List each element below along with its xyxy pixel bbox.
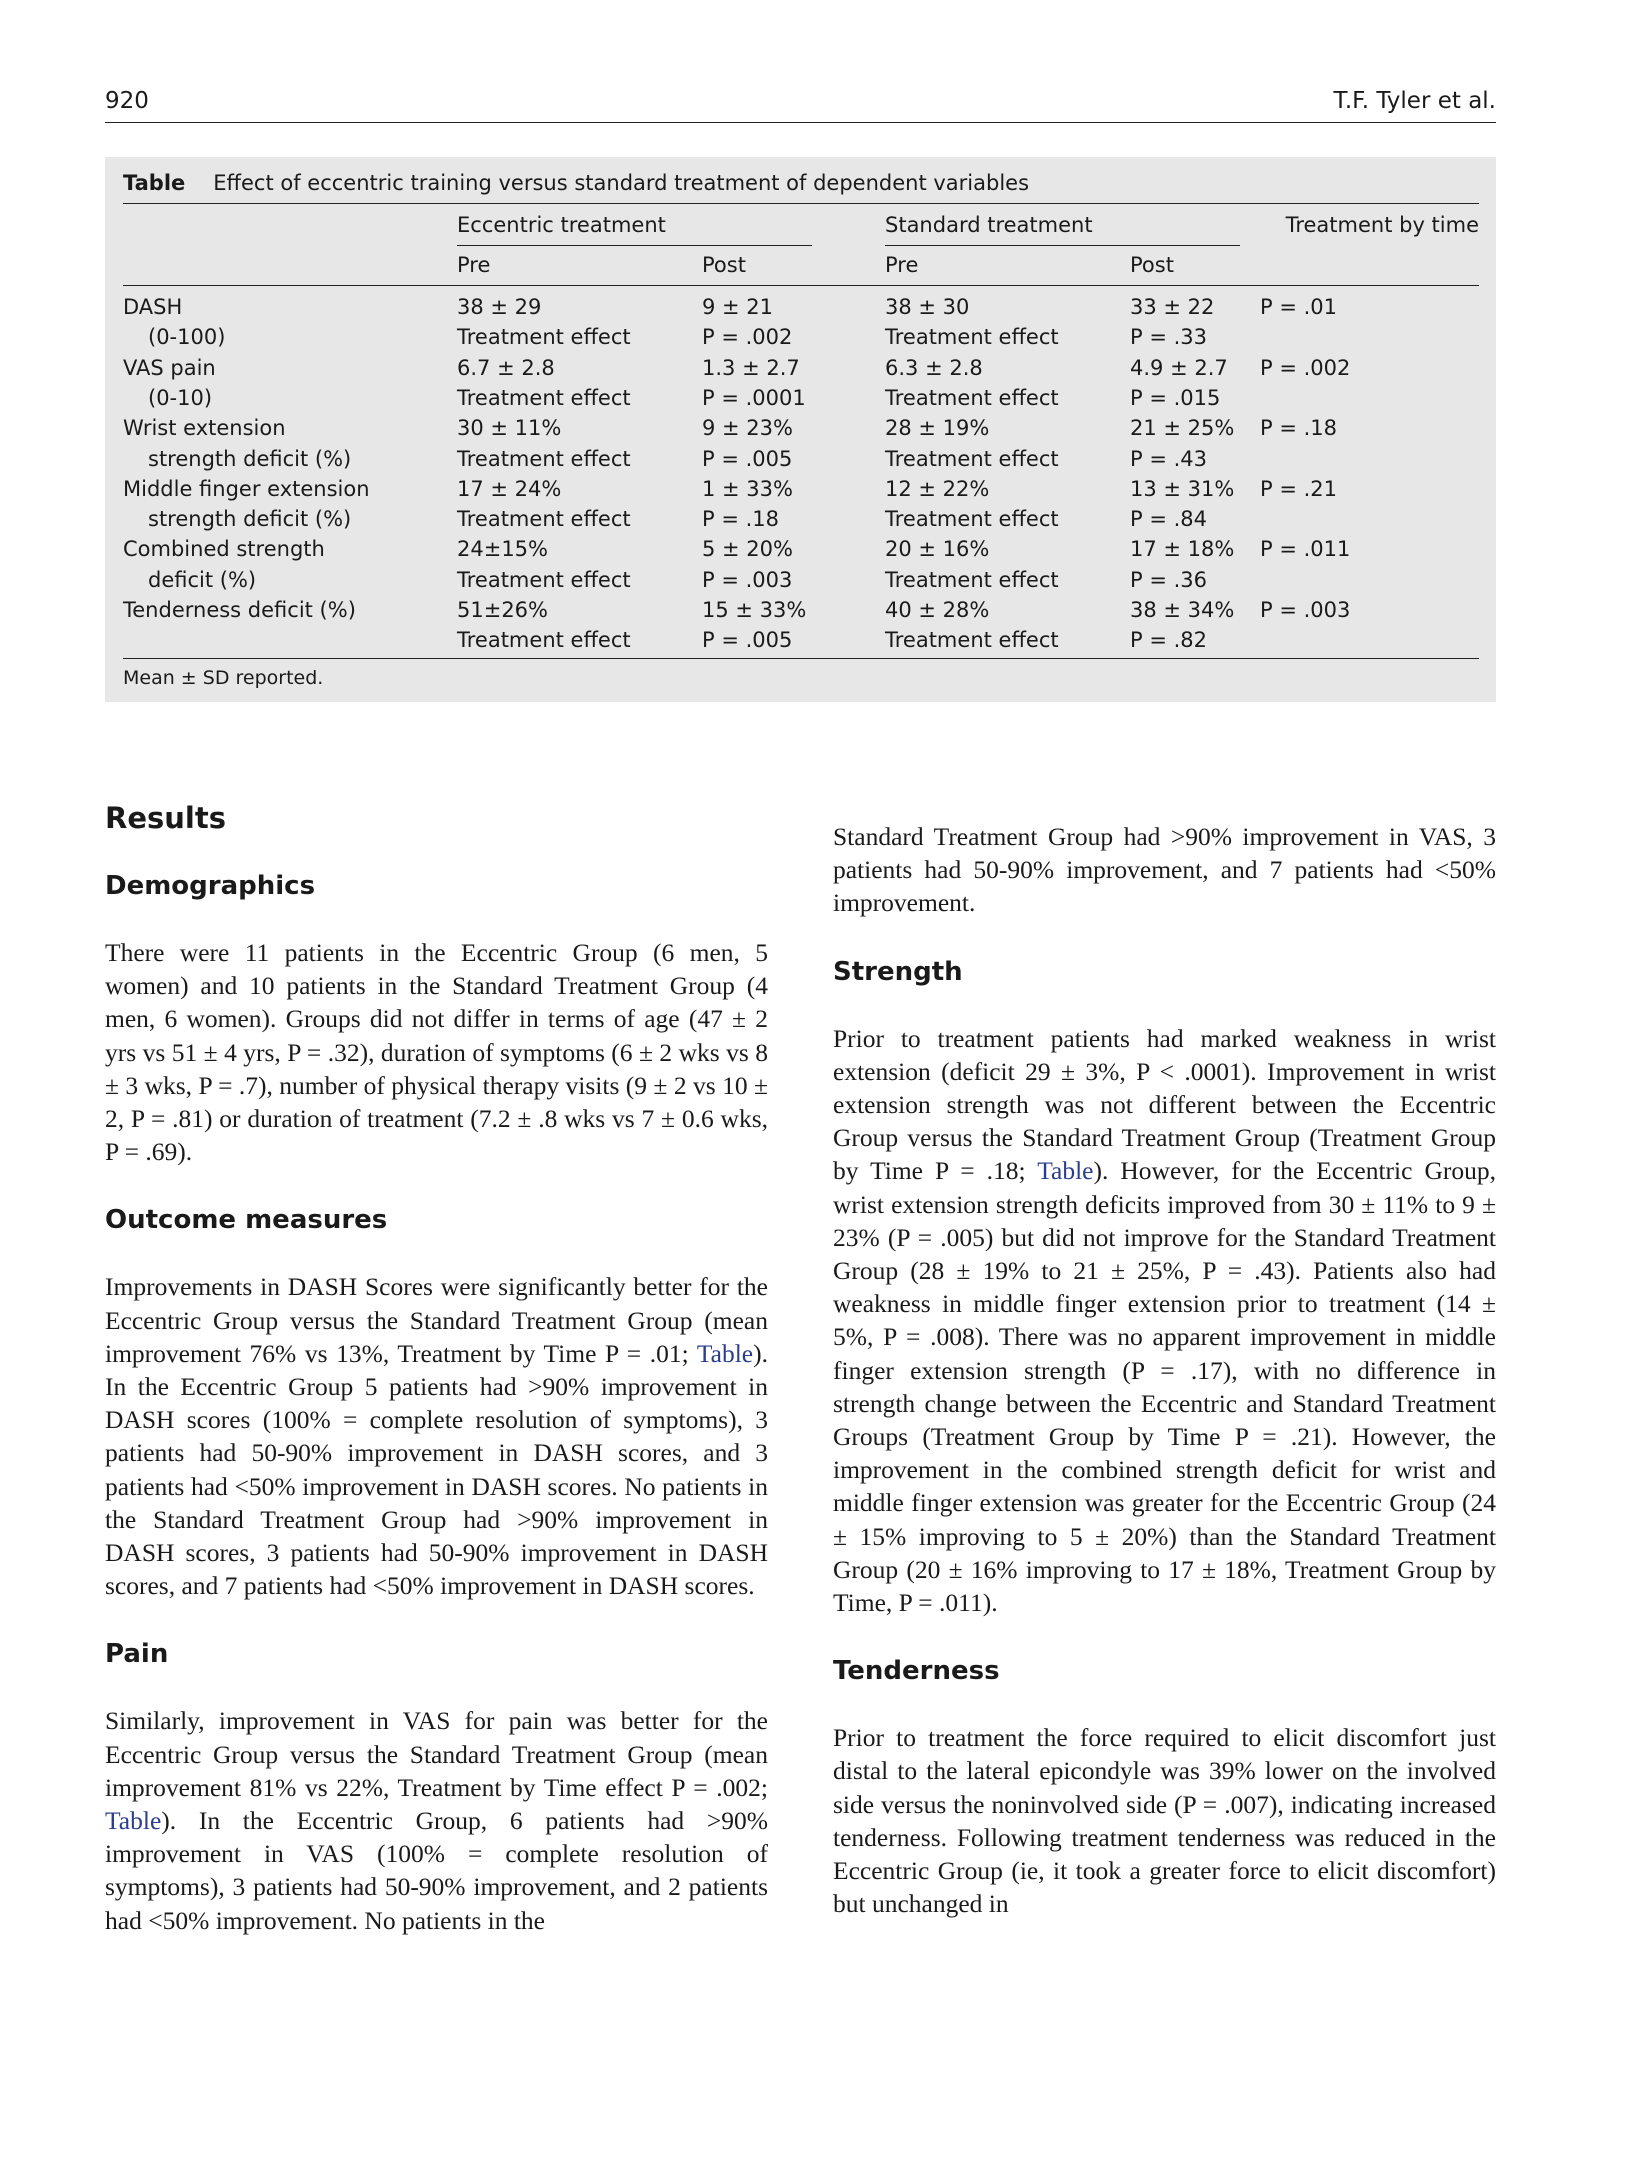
table-cell-eccentric-post: 9 ± 23% [702, 416, 793, 441]
table-cell-standard-pre: 28 ± 19% [885, 416, 990, 441]
table-cell-eccentric-pre: 38 ± 29 [457, 295, 542, 319]
table-cell-standard-post: 4.9 ± 2.7 [1130, 355, 1228, 380]
table-cell-standard-post: P = .015 [1130, 385, 1221, 410]
left-column [105, 800, 768, 1937]
table-cell-standard-pre: Treatment effect [885, 567, 1059, 592]
table-cell-eccentric-pre: 6.7 ± 2.8 [457, 355, 555, 380]
table-cell-standard-pre: 6.3 ± 2.8 [885, 355, 983, 380]
eccentric-group-rule [457, 245, 812, 246]
table-cell-standard-post: P = .43 [1130, 446, 1208, 471]
table-cell-treatment-by-time: P = .21 [1260, 476, 1338, 501]
table-cell-variable: Middle finger extension [123, 476, 370, 501]
table-cell-variable: DASH [123, 295, 183, 319]
pain-paragraph [105, 1704, 768, 1936]
running-head [105, 88, 1496, 123]
strength-text-part-1: Prior to treatment patients had marked weakness in wrist extension (deficit 29 ± 3%, P < .0001). Improvement in wrist extension strength was not different between the Eccentric Group versus the Standard Treatment Group (Treatment Group by Time P = .18; [833, 1023, 1496, 1186]
table-cell-eccentric-post: P = .18 [702, 507, 780, 532]
table-cell-eccentric-post: 5 ± 20% [702, 537, 793, 562]
strength-paragraph [833, 1022, 1496, 1620]
table-cell-eccentric-post: 1 ± 33% [702, 476, 793, 501]
pain-text-part-1: Similarly, improvement in VAS for pain was better for the Eccentric Group versus the Standard Treatment Group (mean improvement 81% vs 22%, Treatment by Time effect P = .002; [105, 1706, 768, 1802]
table-cell-standard-pre: 40 ± 28% [885, 598, 990, 622]
table-cell-eccentric-pre: 30 ± 11% [457, 416, 562, 441]
table-cell-eccentric-post: 9 ± 21 [702, 295, 774, 319]
table-cell-eccentric-pre: Treatment effect [457, 567, 631, 592]
subheader-standard-pre: Pre [885, 253, 919, 277]
table-cell-eccentric-pre: 24±15% [457, 537, 548, 562]
standard-group-rule [885, 245, 1240, 246]
table-cell-variable: strength deficit (%) [148, 507, 352, 532]
table-cell-variable: (0-100) [148, 325, 226, 350]
table-cell-standard-post: P = .82 [1130, 628, 1208, 653]
table-link[interactable]: Table [696, 1338, 754, 1368]
table-cell-standard-post: 17 ± 18% [1130, 537, 1235, 562]
table-cell-eccentric-pre: Treatment effect [457, 385, 631, 410]
table-cell-variable: Combined strength [123, 537, 325, 562]
table-link[interactable]: Table [105, 1806, 162, 1836]
table-cell-standard-post: P = .36 [1130, 567, 1208, 592]
tenderness-paragraph: Prior to treatment the force required to elicit discomfort just distal to the lateral epicondyle was 39% lower on the involved side versus the noninvolved side (P = .007), indicating increased tenderness. Following treatment tenderness was reduced in the Eccentric Group (ie, it took a greater force to elicit discomfort) but unchanged in [833, 1723, 1496, 1919]
outcome-text-part-1: Improvements in DASH Scores were significantly better for the Eccentric Group versus the Standard Treatment Group (mean improvement 76% vs 13%, Treatment by Time P = .01; [105, 1272, 768, 1368]
table-cell-eccentric-pre: Treatment effect [457, 507, 631, 532]
table-header-rule [123, 285, 1479, 286]
table-cell-variable: Tenderness deficit (%) [123, 598, 356, 622]
pain-heading: Pain [105, 1639, 169, 1670]
table-cell-eccentric-post: 15 ± 33% [702, 598, 807, 622]
right-column [833, 820, 1496, 1920]
table-cell-variable: (0-10) [148, 385, 213, 410]
pain-continued-paragraph: Standard Treatment Group had >90% improvement in VAS, 3 patients had 50-90% improvement, and 7 patients had <50% improvement. [833, 822, 1496, 918]
results-table [105, 157, 1496, 702]
table-cell-standard-post: P = .33 [1130, 325, 1208, 350]
table-cell-variable: deficit (%) [148, 567, 257, 592]
table-cell-standard-pre: Treatment effect [885, 385, 1059, 410]
table-cell-variable: strength deficit (%) [148, 446, 352, 471]
table-cell-eccentric-pre: 17 ± 24% [457, 476, 562, 501]
table-cell-eccentric-pre: 51±26% [457, 598, 548, 622]
table-cell-standard-post: P = .84 [1130, 507, 1208, 532]
group-header-standard: Standard treatment [885, 213, 1093, 237]
table-cell-standard-pre: 12 ± 22% [885, 476, 990, 501]
table-cell-variable: Wrist extension [123, 416, 286, 441]
pain-text-part-2: ). In the Eccentric Group, 6 patients had >90% improvement in VAS (100% = complete resolution of symptoms), 3 patients had 50-90% improvement, and 2 patients had <50% improvement. No patients in the [105, 1806, 768, 1935]
table-caption-text: Effect of eccentric training versus standard treatment of dependent variables [213, 171, 1030, 195]
table-cell-treatment-by-time: P = .18 [1260, 416, 1338, 441]
table-cell-eccentric-pre: Treatment effect [457, 446, 631, 471]
table-cell-variable: VAS pain [123, 355, 216, 380]
subheader-eccentric-pre: Pre [457, 253, 491, 277]
table-cell-standard-post: 38 ± 34% [1130, 598, 1235, 622]
running-head-authors: T.F. Tyler et al. [1333, 88, 1496, 114]
subheader-eccentric-post: Post [702, 253, 746, 277]
table-cell-standard-pre: Treatment effect [885, 325, 1059, 350]
table-footnote: Mean ± SD reported. [123, 667, 324, 689]
table-cell-standard-post: 33 ± 22 [1130, 295, 1215, 319]
table-cell-standard-post: 13 ± 31% [1130, 476, 1235, 501]
table-cell-eccentric-post: P = .002 [702, 325, 793, 350]
table-cell-treatment-by-time: P = .01 [1260, 295, 1338, 319]
table-cell-eccentric-post: P = .0001 [702, 385, 806, 410]
table-cell-standard-pre: Treatment effect [885, 446, 1059, 471]
table-cell-standard-pre: 20 ± 16% [885, 537, 990, 562]
strength-heading: Strength [833, 956, 963, 987]
table-cell-eccentric-post: P = .005 [702, 628, 793, 653]
table-cell-treatment-by-time: P = .002 [1260, 355, 1351, 380]
table-top-rule [123, 203, 1479, 204]
table-caption [123, 171, 1029, 195]
results-heading: Results [105, 801, 226, 835]
table-cell-standard-post: 21 ± 25% [1130, 416, 1235, 441]
table-cell-treatment-by-time: P = .011 [1260, 537, 1351, 562]
outcome-measures-heading: Outcome measures [105, 1205, 388, 1236]
table-cell-eccentric-pre: Treatment effect [457, 325, 631, 350]
table-cell-standard-pre: Treatment effect [885, 628, 1059, 653]
table-bottom-rule [123, 658, 1479, 659]
tenderness-heading: Tenderness [833, 1656, 1000, 1687]
table-link[interactable]: Table [1037, 1156, 1094, 1186]
demographics-heading: Demographics [105, 871, 316, 901]
table-cell-eccentric-post: P = .005 [702, 446, 793, 471]
table-cell-standard-pre: 38 ± 30 [885, 295, 970, 319]
table-label: Table [123, 171, 186, 195]
outcome-measures-paragraph [105, 1270, 768, 1602]
group-header-eccentric: Eccentric treatment [457, 213, 666, 237]
subheader-standard-post: Post [1130, 253, 1174, 277]
group-header-treatment-by-time: Treatment by time [1285, 213, 1479, 237]
demographics-paragraph: There were 11 patients in the Eccentric Group (6 men, 5 women) and 10 patients in the Standard Treatment Group (4 men, 6 women). Groups did not differ in terms of age (47 ± 2 yrs vs 51 ± 4 yrs, P = .32), duration of symptoms (6 ± 2 wks vs 8 ± 3 wks, P = .7), number of physical therapy visits (9 ± 2 vs 10 ± 2, P = .81) or duration of treatment (7.2 ± .8 wks vs 7 ± 0.6 wks, P = .69). [105, 938, 768, 1167]
page-number: 920 [105, 88, 149, 114]
table-cell-eccentric-post: 1.3 ± 2.7 [702, 355, 800, 380]
outcome-text-part-2: ). In the Eccentric Group 5 patients had >90% improvement in DASH scores (100% = complete resolution of symptoms), 3 patients had 50-90% improvement in DASH scores, and 3 patients had <50% improvement in DASH scores. No patients in the Standard Treatment Group had >90% improvement in DASH scores, 3 patients had 50-90% improvement in DASH scores, and 7 patients had <50% improvement in DASH scores. [105, 1338, 768, 1601]
strength-text-part-2: ). However, for the Eccentric Group, wrist extension strength deficits improved from 30 ± 11% to 9 ± 23% (P = .005) but did not improve for the Standard Treatment Group (28 ± 19% to 21 ± 25%, P = .43). Patients also had weakness in middle finger extension prior to treatment (14 ± 5%, P = .008). There was no apparent improvement in middle finger extension strength (P = .17), with no difference in strength change between the Eccentric and Standard Treatment Groups (Treatment Group by Time P = .21). However, the improvement in the combined strength deficit for wrist and middle finger extension was greater for the Eccentric Group (24 ± 15% improving to 5 ± 20%) than the Standard Treatment Group (20 ± 16% improving to 17 ± 18%, Treatment Group by Time, P = .011). [833, 1156, 1496, 1618]
table-cell-eccentric-pre: Treatment effect [457, 628, 631, 653]
table-cell-eccentric-post: P = .003 [702, 567, 793, 592]
table-cell-treatment-by-time: P = .003 [1260, 598, 1351, 622]
table-cell-standard-pre: Treatment effect [885, 507, 1059, 532]
